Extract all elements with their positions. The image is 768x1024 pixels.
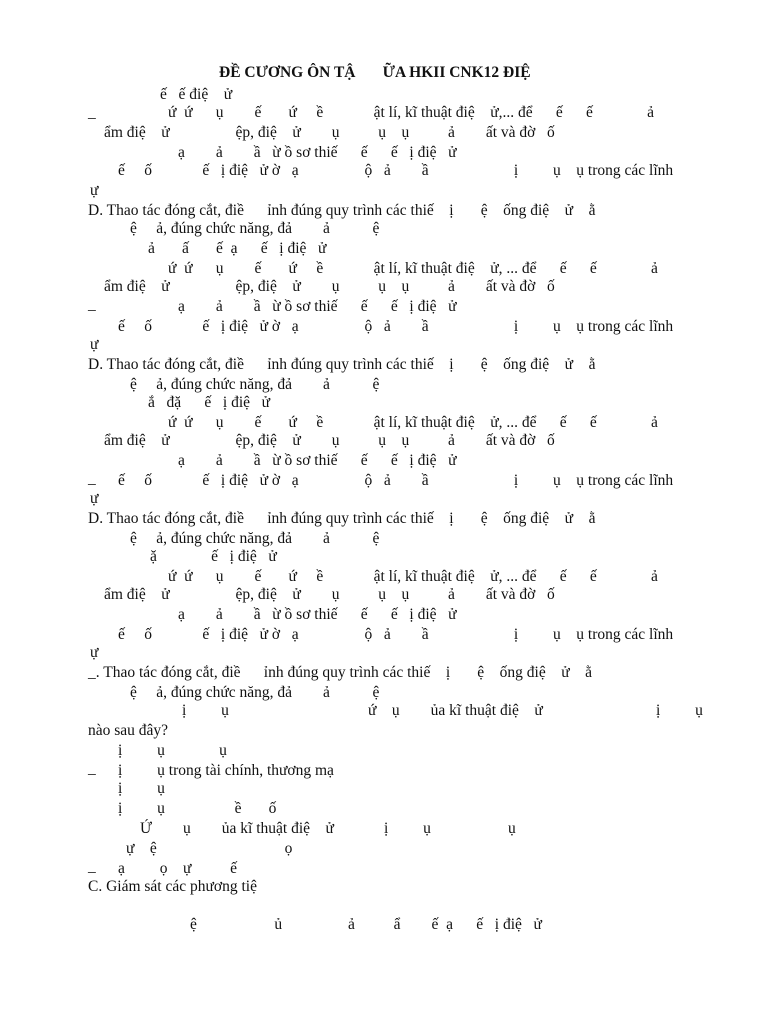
text-line: ế ố ế ị điệ ử ờ ạ ộ ả ầ ị ụ ụ trong các lĩnh [118,472,674,489]
text-line: nào sau đây? [88,722,169,739]
text-line: ự ệ ọ [126,840,293,857]
text-line: ạ ả ầ ừ ồ sơ thiế ế ế ị điệ ử [178,144,457,161]
text-line: ạ ả ầ ừ ồ sơ thiế ế ế ị điệ ử [178,606,457,623]
text-line: Ứ ụ ủa kĩ thuật điệ ử [140,820,334,837]
text-line: ụ [508,820,516,837]
text-line: ệ ả, đúng chức năng, đả ả ệ [130,376,380,393]
text-line: ị ụ [656,702,703,719]
text-line: ị ụ ụ [118,742,227,759]
text-line: D. Thao tác đóng cắt, điề ỉnh đúng quy trình các thiế ị ệ ống điệ ử ằ [88,202,596,219]
text-line: ứ ứ ụ ế ứ ề ật lí, kĩ thuật điệ ử, ... để ế ế ả [168,414,658,431]
text-line: ặ ế ị điệ ử [150,548,277,565]
text-line: ệ ủ ả ẩ ế ạ ế ị điệ ử [190,916,542,933]
text-line: ị ụ trong tài chính, thương mạ [118,762,334,779]
text-line: ẩm điệ ử ệp, điệ ử ụ ụ ụ ả ất và đờ ố [104,586,555,603]
text-line: ị ụ ề ố [118,800,277,817]
text-line: D. Thao tác đóng cắt, điề ỉnh đúng quy trình các thiế ị ệ ống điệ ử ằ [88,510,596,527]
text-line: ạ ả ầ ừ ồ sơ thiế ế ế ị điệ ử [178,298,457,315]
text-line: ệ ả, đúng chức năng, đả ả ệ [130,530,380,547]
text-line: ẩm điệ ử ệp, điệ ử ụ ụ ụ ả ất và đờ ố [104,278,555,295]
text-line: ị ụ [384,820,431,837]
text-line: _ [88,858,96,875]
text-line: C. Giám sát các phương tiệ [88,878,257,895]
text-line: ự [90,490,99,507]
text-line: ệ ả, đúng chức năng, đả ả ệ [130,684,380,701]
text-line: ứ ứ ụ ế ứ ề ật lí, kĩ thuật điệ ử, ... để ế ế ả [168,260,658,277]
text-line: ứ ụ ủa kĩ thuật điệ ử [368,702,543,719]
text-line: ả ấ ế ạ ế ị điệ ử [148,240,327,257]
text-line: ế ế điệ ử [160,86,233,103]
document-title: ĐỀ CƯƠNG ÔN TẬ ỮA HKII CNK12 ĐIỆ [219,64,531,81]
text-line: ự [90,336,99,353]
text-line: D. Thao tác đóng cắt, điề ỉnh đúng quy trình các thiế ị ệ ống điệ ử ằ [88,356,596,373]
text-line: ứ ứ ụ ế ứ ề ật lí, kĩ thuật điệ ử,... để ế ế ả [168,104,655,121]
text-line: ẩm điệ ử ệp, điệ ử ụ ụ ụ ả ất và đờ ố [104,124,555,141]
text-line: _ [88,760,96,777]
text-line: ế ố ế ị điệ ử ờ ạ ộ ả ầ ị ụ ụ trong các lĩnh [118,318,674,335]
text-line: ự [90,182,99,199]
text-line: _ [88,104,96,121]
text-line: ế ố ế ị điệ ử ờ ạ ộ ả ầ ị ụ ụ trong các lĩnh [118,162,674,179]
text-line: ẩm điệ ử ệp, điệ ử ụ ụ ụ ả ất và đờ ố [104,432,555,449]
text-line: ị ụ [182,702,229,719]
text-line: ự [90,644,99,661]
text-line: _ [88,470,96,487]
text-line: ứ ứ ụ ế ứ ề ật lí, kĩ thuật điệ ử, ... để ế ế ả [168,568,658,585]
text-line: _. Thao tác đóng cắt, điề ỉnh đúng quy trình các thiế ị ệ ống điệ ử ằ [88,664,592,681]
text-line: ạ ọ ự ế [118,860,238,877]
text-line: ắ đặ ế ị điệ ử [148,394,271,411]
text-line: ệ ả, đúng chức năng, đả ả ệ [130,220,380,237]
text-line: _ [88,296,96,313]
text-line: ế ố ế ị điệ ử ờ ạ ộ ả ầ ị ụ ụ trong các lĩnh [118,626,674,643]
text-line: ị ụ [118,780,165,797]
text-line: ạ ả ầ ừ ồ sơ thiế ế ế ị điệ ử [178,452,457,469]
